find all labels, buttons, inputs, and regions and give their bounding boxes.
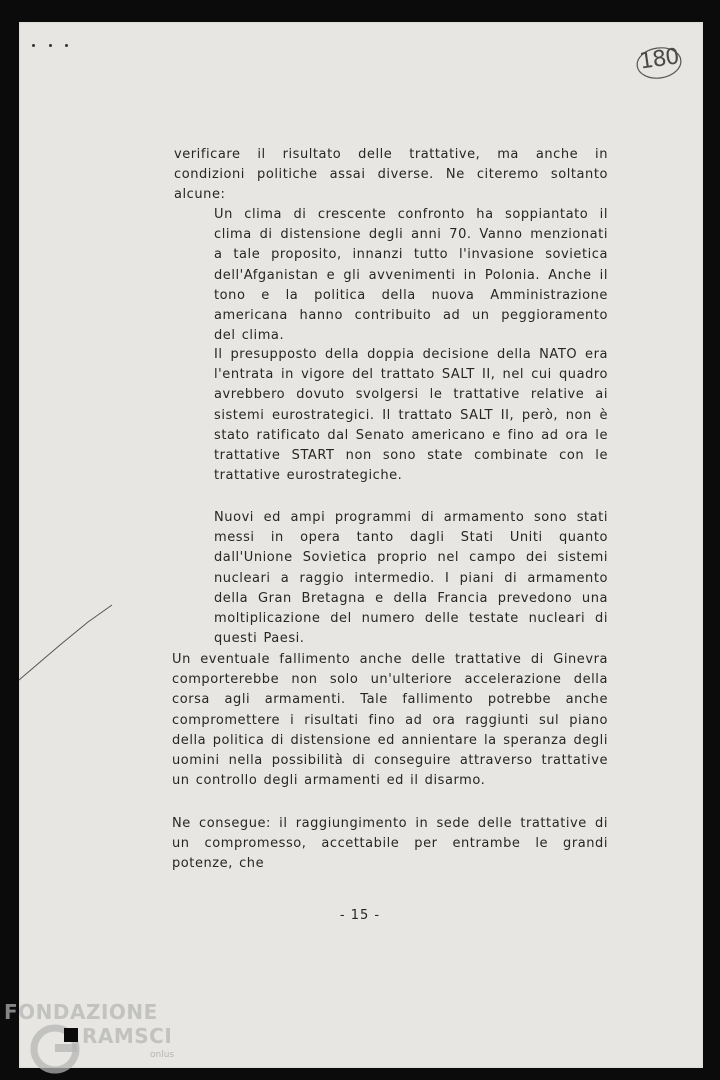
paragraph-indented-1: Un clima di crescente confronto ha soppiantato il clima di distensione degli anni 70. Vanno menzionati a tale proposito, innanzi tutto l'invasione sovietica dell'Afganistan e gli avvenimenti in Polonia. Anche il tono e la politica della nuova Amministrazione americana hanno contribuito ad un peggioramento del clima. xyxy=(214,207,608,344)
fondazione-gramsci-watermark xyxy=(4,1000,194,1078)
g-circle-logo-icon xyxy=(30,1024,80,1074)
paragraph-indented-3: Nuovi ed ampi programmi di armamento sono stati messi in opera tanto dagli Stati Uniti quanto dall'Unione Sovietica proprio nel campo dei sistemi nucleari a raggio intermedio. I piani di armamento della Gran Bretagna e della Francia prevedono una moltiplicazione del numero delle testate nucleari di questi Paesi. xyxy=(214,510,608,647)
paragraph-body-1: Un eventuale fallimento anche delle trattative di Ginevra comporterebbe non solo un'ulteriore accelerazione della corsa agli armamenti. Tale fallimento potrebbe anche compromettere i risultati fino ad ora raggiunti sul piano della politica di distensione ed annientare la speranza degli uomini nella possibilità di conseguire attraverso trattative un controllo degli armamenti ed il disarmo. xyxy=(172,652,608,789)
archive-folio-stamp xyxy=(634,42,684,82)
page-number: - 15 - xyxy=(339,908,381,923)
watermark-line1: FONDAZIONE xyxy=(4,1000,158,1024)
paragraph-intro: verificare il risultato delle trattative, ma anche in condizioni politiche assai diverse. Ne citeremo soltanto alcune: xyxy=(174,147,608,203)
paragraph-indented-2: Il presupposto della doppia decisione della NATO era l'entrata in vigore del trattato SALT II, nel cui quadro avrebbero dovuto svolgersi le trattative relative ai sistemi eurostrategici. Il trattato SALT II, però, non è stato ratificato dal Senato americano e fino ad ora le trattative START non sono state combinate con le trattative eurostrategiche. xyxy=(214,347,608,484)
paragraph-body-2: Ne consegue: il raggiungimento in sede delle trattative di un compromesso, accettabile per entrambe le grandi potenze, che xyxy=(172,816,608,872)
punch-dots xyxy=(32,42,72,48)
watermark-line2: RAMSCI xyxy=(82,1024,173,1048)
watermark-line3: onlus xyxy=(150,1050,175,1060)
folio-number: 180 xyxy=(637,44,681,75)
